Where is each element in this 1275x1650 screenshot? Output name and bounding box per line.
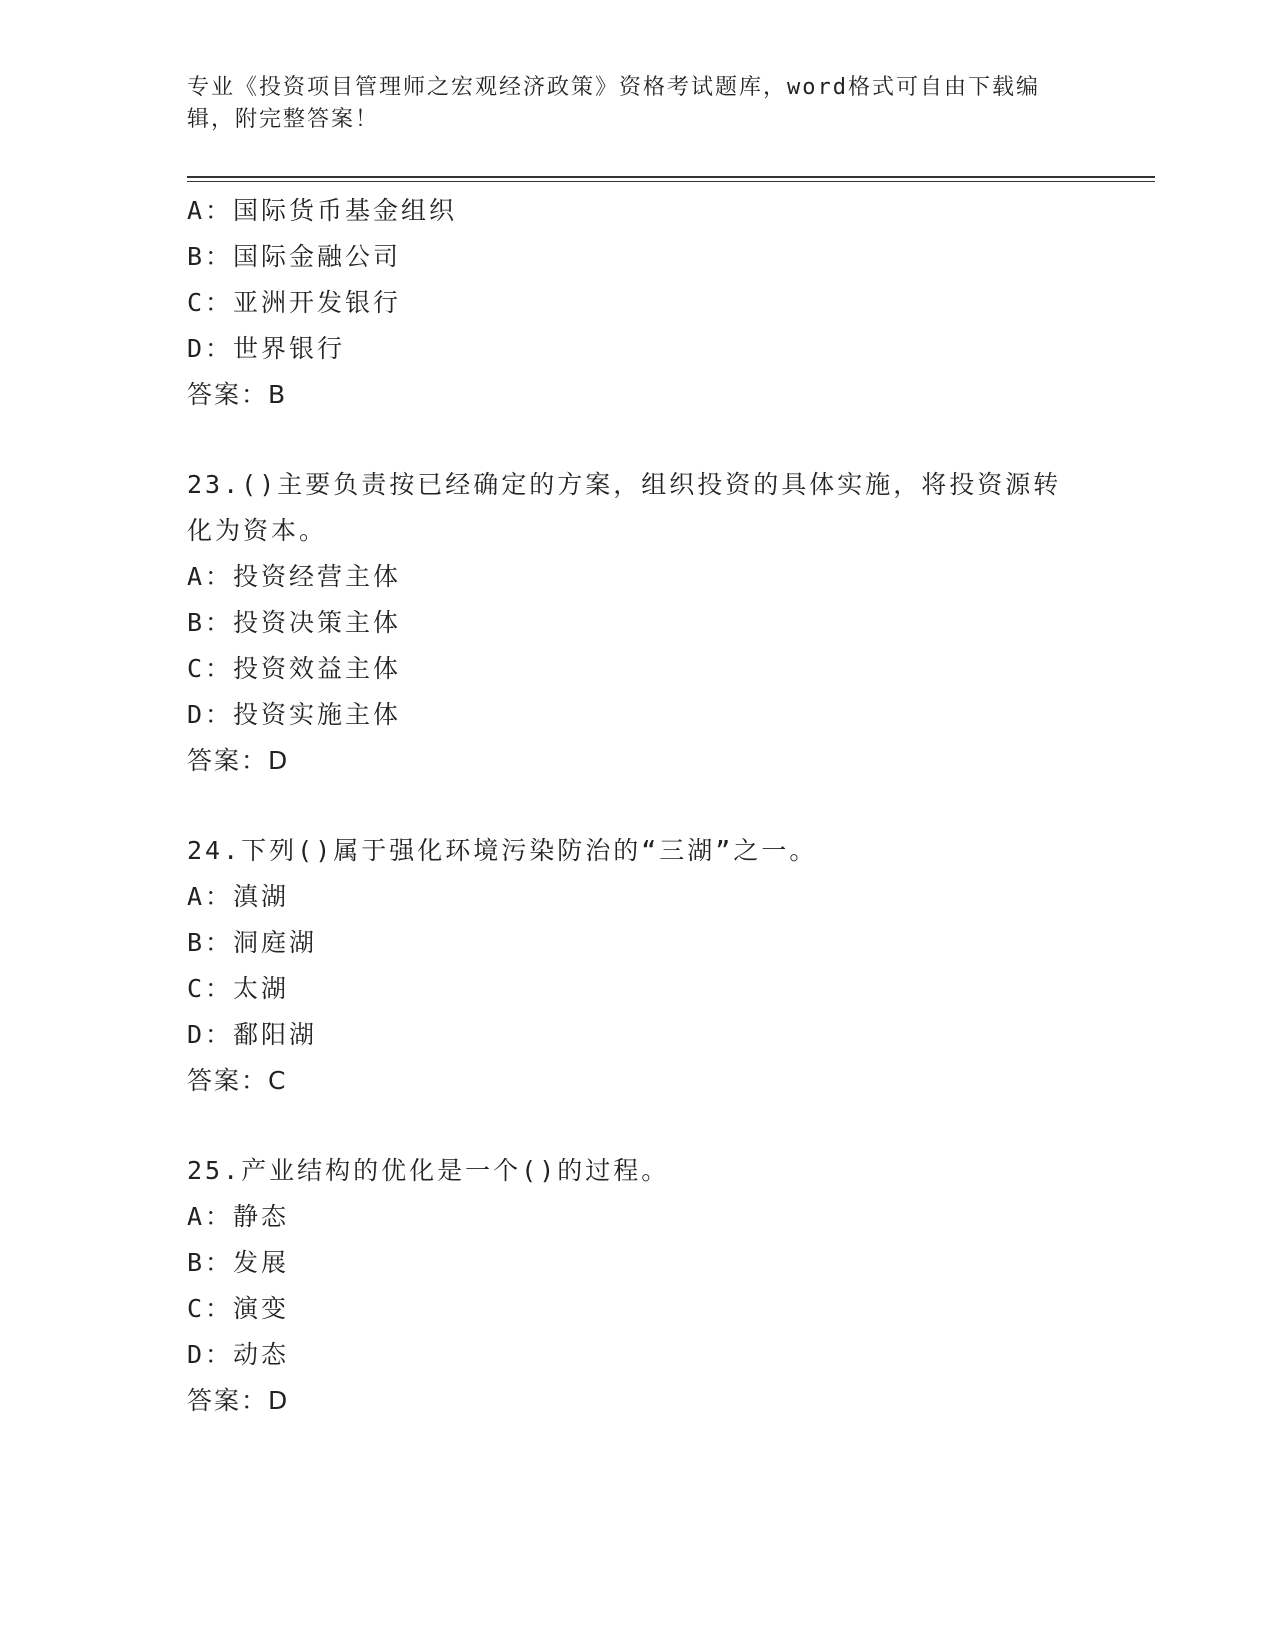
header-line-2: 辑，附完整答案！ bbox=[187, 107, 380, 132]
option-b bbox=[187, 234, 1087, 280]
option-d bbox=[187, 1332, 1087, 1378]
header-line-1: 专业《投资项目管理师之宏观经济政策》资格考试题库，word格式可自由下载编 bbox=[187, 75, 1040, 100]
question-list bbox=[187, 188, 1087, 1424]
answer-line: 答案：C bbox=[187, 1066, 288, 1095]
option-b bbox=[187, 600, 1087, 646]
option-letter: B： bbox=[187, 1248, 234, 1277]
option-c bbox=[187, 966, 1087, 1012]
option-text: 亚洲开发银行 bbox=[233, 288, 402, 317]
answer-line: 答案：D bbox=[187, 746, 290, 775]
answer-line: 答案：D bbox=[187, 1386, 290, 1415]
option-b bbox=[187, 920, 1087, 966]
option-a bbox=[187, 188, 1087, 234]
header-divider bbox=[187, 176, 1155, 182]
option-a bbox=[187, 874, 1087, 920]
question-24 bbox=[187, 828, 1087, 1104]
option-text: 鄱阳湖 bbox=[233, 1020, 318, 1049]
option-letter: A： bbox=[187, 1202, 234, 1231]
question-23 bbox=[187, 462, 1087, 784]
option-text: 国际金融公司 bbox=[233, 242, 402, 271]
option-letter: A： bbox=[187, 562, 234, 591]
option-text: 国际货币基金组织 bbox=[233, 196, 458, 225]
option-c bbox=[187, 1286, 1087, 1332]
spacer bbox=[187, 784, 1087, 828]
option-text: 投资效益主体 bbox=[233, 654, 402, 683]
option-letter: D： bbox=[187, 334, 234, 363]
option-text: 太湖 bbox=[233, 974, 290, 1003]
option-d bbox=[187, 692, 1087, 738]
option-letter: A： bbox=[187, 196, 234, 225]
option-text: 投资实施主体 bbox=[233, 700, 402, 729]
option-text: 发展 bbox=[233, 1248, 290, 1277]
option-letter: B： bbox=[187, 242, 234, 271]
option-letter: C： bbox=[187, 974, 234, 1003]
option-d bbox=[187, 326, 1087, 372]
option-letter: D： bbox=[187, 700, 234, 729]
question-text-line-1: 25.产业结构的优化是一个()的过程。 bbox=[187, 1156, 670, 1185]
option-letter: C： bbox=[187, 288, 234, 317]
spacer bbox=[187, 1104, 1087, 1148]
option-text: 滇湖 bbox=[233, 882, 290, 911]
spacer bbox=[187, 418, 1087, 462]
option-d bbox=[187, 1012, 1087, 1058]
question-text-line-2: 化为资本。 bbox=[187, 516, 328, 545]
option-a bbox=[187, 1194, 1087, 1240]
option-letter: B： bbox=[187, 608, 234, 637]
option-c bbox=[187, 280, 1087, 326]
option-letter: B： bbox=[187, 928, 234, 957]
option-letter: C： bbox=[187, 1294, 234, 1323]
question-25 bbox=[187, 1148, 1087, 1424]
question-text-line-1: 23.()主要负责按已经确定的方案，组织投资的具体实施，将投资源转 bbox=[187, 470, 1062, 499]
option-letter: D： bbox=[187, 1340, 234, 1369]
option-text: 动态 bbox=[233, 1340, 290, 1369]
option-c bbox=[187, 646, 1087, 692]
option-b bbox=[187, 1240, 1087, 1286]
option-letter: A： bbox=[187, 882, 234, 911]
answer-line: 答案：B bbox=[187, 380, 288, 409]
option-text: 演变 bbox=[233, 1294, 290, 1323]
option-letter: C： bbox=[187, 654, 234, 683]
option-letter: D： bbox=[187, 1020, 234, 1049]
question-22 bbox=[187, 188, 1087, 418]
option-a bbox=[187, 554, 1087, 600]
option-text: 世界银行 bbox=[233, 334, 346, 363]
question-text-line-1: 24.下列()属于强化环境污染防治的“三湖”之一。 bbox=[187, 836, 818, 865]
option-text: 投资决策主体 bbox=[233, 608, 402, 637]
option-text: 洞庭湖 bbox=[233, 928, 318, 957]
option-text: 投资经营主体 bbox=[233, 562, 402, 591]
option-text: 静态 bbox=[233, 1202, 290, 1231]
document-header bbox=[187, 72, 1087, 136]
